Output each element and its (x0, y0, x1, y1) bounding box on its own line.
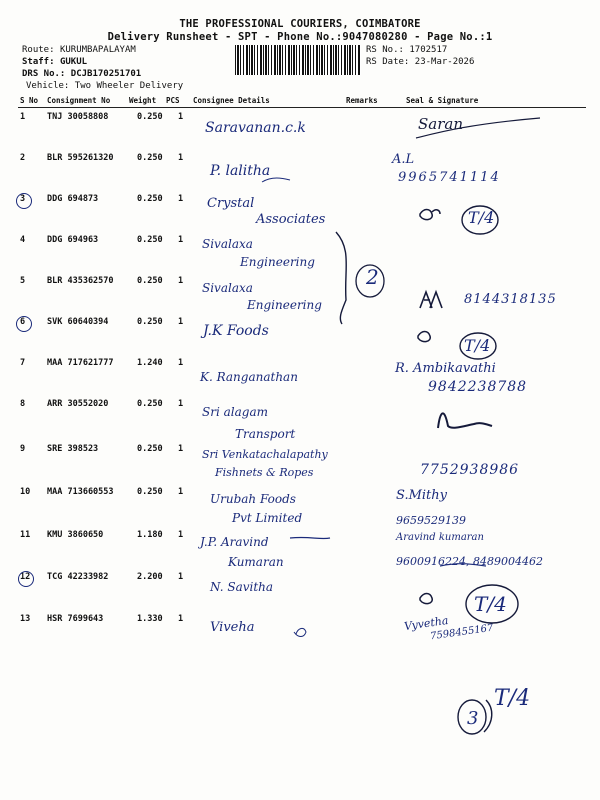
table-row (0, 487, 600, 527)
row-weight: 0.250 (137, 399, 163, 409)
row-pcs: 1 (178, 399, 184, 409)
circle-mark (16, 316, 32, 332)
phone: 8144318135 (464, 292, 557, 307)
row-sno: 12 (20, 572, 31, 582)
row-weight: 0.250 (137, 317, 163, 327)
table-row (0, 235, 600, 275)
table-row (0, 399, 600, 439)
footer-count: 3 (467, 708, 479, 729)
table-row (0, 276, 600, 316)
footer-bracket (484, 700, 492, 732)
rs-no-value: 1702517 (409, 45, 448, 55)
phone: 9842238788 (428, 379, 528, 395)
row-sno: 1 (20, 112, 26, 122)
consignee-name: Saravanan.c.k (205, 120, 306, 136)
row-consignment: ARR 30552020 (47, 399, 109, 409)
row-weight: 1.240 (137, 358, 163, 368)
consignee-name-line2: Pvt Limited (232, 511, 303, 525)
row-weight: 0.250 (137, 112, 163, 122)
row-sno: 3 (20, 194, 26, 204)
row-consignment: TCG 42233982 (47, 572, 109, 582)
route-line (22, 45, 136, 55)
consignee-name: N. Savitha (210, 580, 274, 594)
row-sno: 9 (20, 444, 26, 454)
consignee-name: Viveha (210, 620, 255, 635)
row-pcs: 1 (178, 276, 184, 286)
circle-mark (16, 193, 32, 209)
annotation-t4: T/4 (474, 592, 507, 616)
row-sno: 13 (20, 614, 31, 624)
table-row (0, 194, 600, 234)
row-sno: 11 (20, 530, 31, 540)
col-weight: Weight (129, 96, 157, 105)
row-pcs: 1 (178, 153, 184, 163)
rs-no-line (366, 45, 447, 55)
vehicle-value: Two Wheeler Delivery (74, 81, 184, 91)
annotation-two: 2 (366, 265, 379, 289)
table-row (0, 530, 600, 570)
row-weight: 0.250 (137, 487, 163, 497)
staff-label: Staff: (22, 57, 55, 67)
col-pcs: PCS (166, 96, 180, 105)
row-sno: 7 (20, 358, 26, 368)
rs-date-value: 23-Mar-2026 (414, 57, 475, 67)
row-weight: 1.180 (137, 530, 163, 540)
consignee-name-line2: Kumaran (228, 555, 284, 569)
row-weight: 0.250 (137, 444, 163, 454)
row-pcs: 1 (178, 614, 184, 624)
consignee-name-line2: Engineering (240, 255, 315, 269)
rs-no-label: RS No.: (366, 45, 404, 55)
consignee-name: P. lalitha (210, 163, 271, 179)
row-sno: 4 (20, 235, 26, 245)
col-consignment: Consignment No (47, 96, 111, 105)
table-row (0, 153, 600, 193)
row-sno: 6 (20, 317, 26, 327)
consignee-name-line2: Fishnets & Ropes (215, 466, 314, 479)
row-consignment: SRE 398523 (47, 444, 99, 454)
route-value: KURUMBAPALAYAM (59, 45, 136, 55)
consignee-name: Sri alagam (202, 405, 268, 419)
signature: Saran (418, 115, 463, 133)
footer-annotation: T/4 (494, 686, 531, 711)
phone: 9600916224, 8489004462 (396, 555, 543, 568)
row-consignment: DDG 694873 (47, 194, 99, 204)
row-pcs: 1 (178, 358, 184, 368)
table-row (0, 317, 600, 357)
row-pcs: 1 (178, 194, 184, 204)
row-consignment: KMU 3860650 (47, 530, 104, 540)
company-title: THE PROFESSIONAL COURIERS, COIMBATORE (179, 18, 421, 30)
annotation-t4: T/4 (468, 208, 495, 227)
row-pcs: 1 (178, 572, 184, 582)
rs-date-label: RS Date: (366, 57, 410, 67)
drs-label: DRS No.: (22, 69, 66, 79)
row-pcs: 1 (178, 317, 184, 327)
row-pcs: 1 (178, 530, 184, 540)
table-row (0, 614, 600, 654)
row-weight: 0.250 (137, 235, 163, 245)
consignee-name: Crystal (207, 196, 255, 211)
row-weight: 0.250 (137, 276, 163, 286)
table-row (0, 572, 600, 612)
row-sno: 8 (20, 399, 26, 409)
phone: 7598455167 (429, 622, 495, 643)
row-pcs: 1 (178, 444, 184, 454)
route-label: Route: (22, 45, 55, 55)
consignee-name: J.K Foods (203, 323, 269, 339)
signature: A.L (392, 152, 415, 167)
row-consignment: MAA 713660553 (47, 487, 114, 497)
row-weight: 0.250 (137, 194, 163, 204)
rs-date-line (366, 57, 474, 67)
consignee-name: Sri Venkatachalapathy (202, 448, 328, 461)
consignee-name: J.P. Aravind (200, 535, 269, 549)
row-consignment: BLR 435362570 (47, 276, 114, 286)
signature: Vyvetha (403, 613, 450, 634)
col-consignee: Consignee Details (193, 96, 270, 105)
phone: 7752938986 (420, 462, 520, 478)
phone: 9965741114 (398, 170, 501, 185)
staff-value: GUKUL (59, 57, 88, 67)
row-sno: 2 (20, 153, 26, 163)
row-pcs: 1 (178, 112, 184, 122)
drs-value: DCJB170251701 (70, 69, 142, 79)
phone: 9659529139 (396, 514, 466, 527)
row-sno: 10 (20, 487, 31, 497)
header-divider (18, 107, 586, 108)
row-pcs: 1 (178, 487, 184, 497)
circle-mark (18, 571, 34, 587)
annotation-t4: T/4 (464, 336, 491, 355)
consignee-name: Urubah Foods (210, 492, 296, 506)
row-consignment: HSR 7699643 (47, 614, 104, 624)
consignee-name: Sivalaxa (202, 237, 253, 251)
row-consignment: DDG 694963 (47, 235, 99, 245)
consignee-name: K. Ranganathan (200, 370, 298, 384)
row-consignment: BLR 595261320 (47, 153, 114, 163)
signature: S.Mithy (396, 488, 447, 503)
row-consignment: MAA 717621777 (47, 358, 114, 368)
row-weight: 1.330 (137, 614, 163, 624)
consignee-name: Sivalaxa (202, 281, 253, 295)
signature: Aravind kumaran (396, 532, 484, 543)
table-row (0, 444, 600, 484)
row-weight: 0.250 (137, 153, 163, 163)
row-sno: 5 (20, 276, 26, 286)
row-pcs: 1 (178, 235, 184, 245)
drs-line (22, 69, 141, 79)
table-row (0, 358, 600, 398)
consignee-name-line2: Transport (235, 427, 296, 441)
table-row (0, 112, 600, 152)
col-sno: S No (20, 96, 39, 105)
col-seal: Seal & Signature (406, 96, 479, 105)
consignee-name-line2: Associates (256, 212, 326, 227)
col-remarks: Remarks (346, 96, 378, 105)
row-consignment: SVK 60640394 (47, 317, 109, 327)
vehicle-line (26, 81, 183, 91)
row-consignment: TNJ 30058808 (47, 112, 109, 122)
consignee-name-line2: Engineering (247, 298, 322, 312)
row-weight: 2.200 (137, 572, 163, 582)
staff-line (22, 57, 87, 67)
barcode (235, 45, 361, 75)
signature: R. Ambikavathi (395, 361, 496, 376)
vehicle-label: Vehicle: (26, 81, 70, 91)
runsheet-subtitle: Delivery Runsheet - SPT - Phone No.:9047080280 - Page No.:1 (107, 31, 493, 43)
